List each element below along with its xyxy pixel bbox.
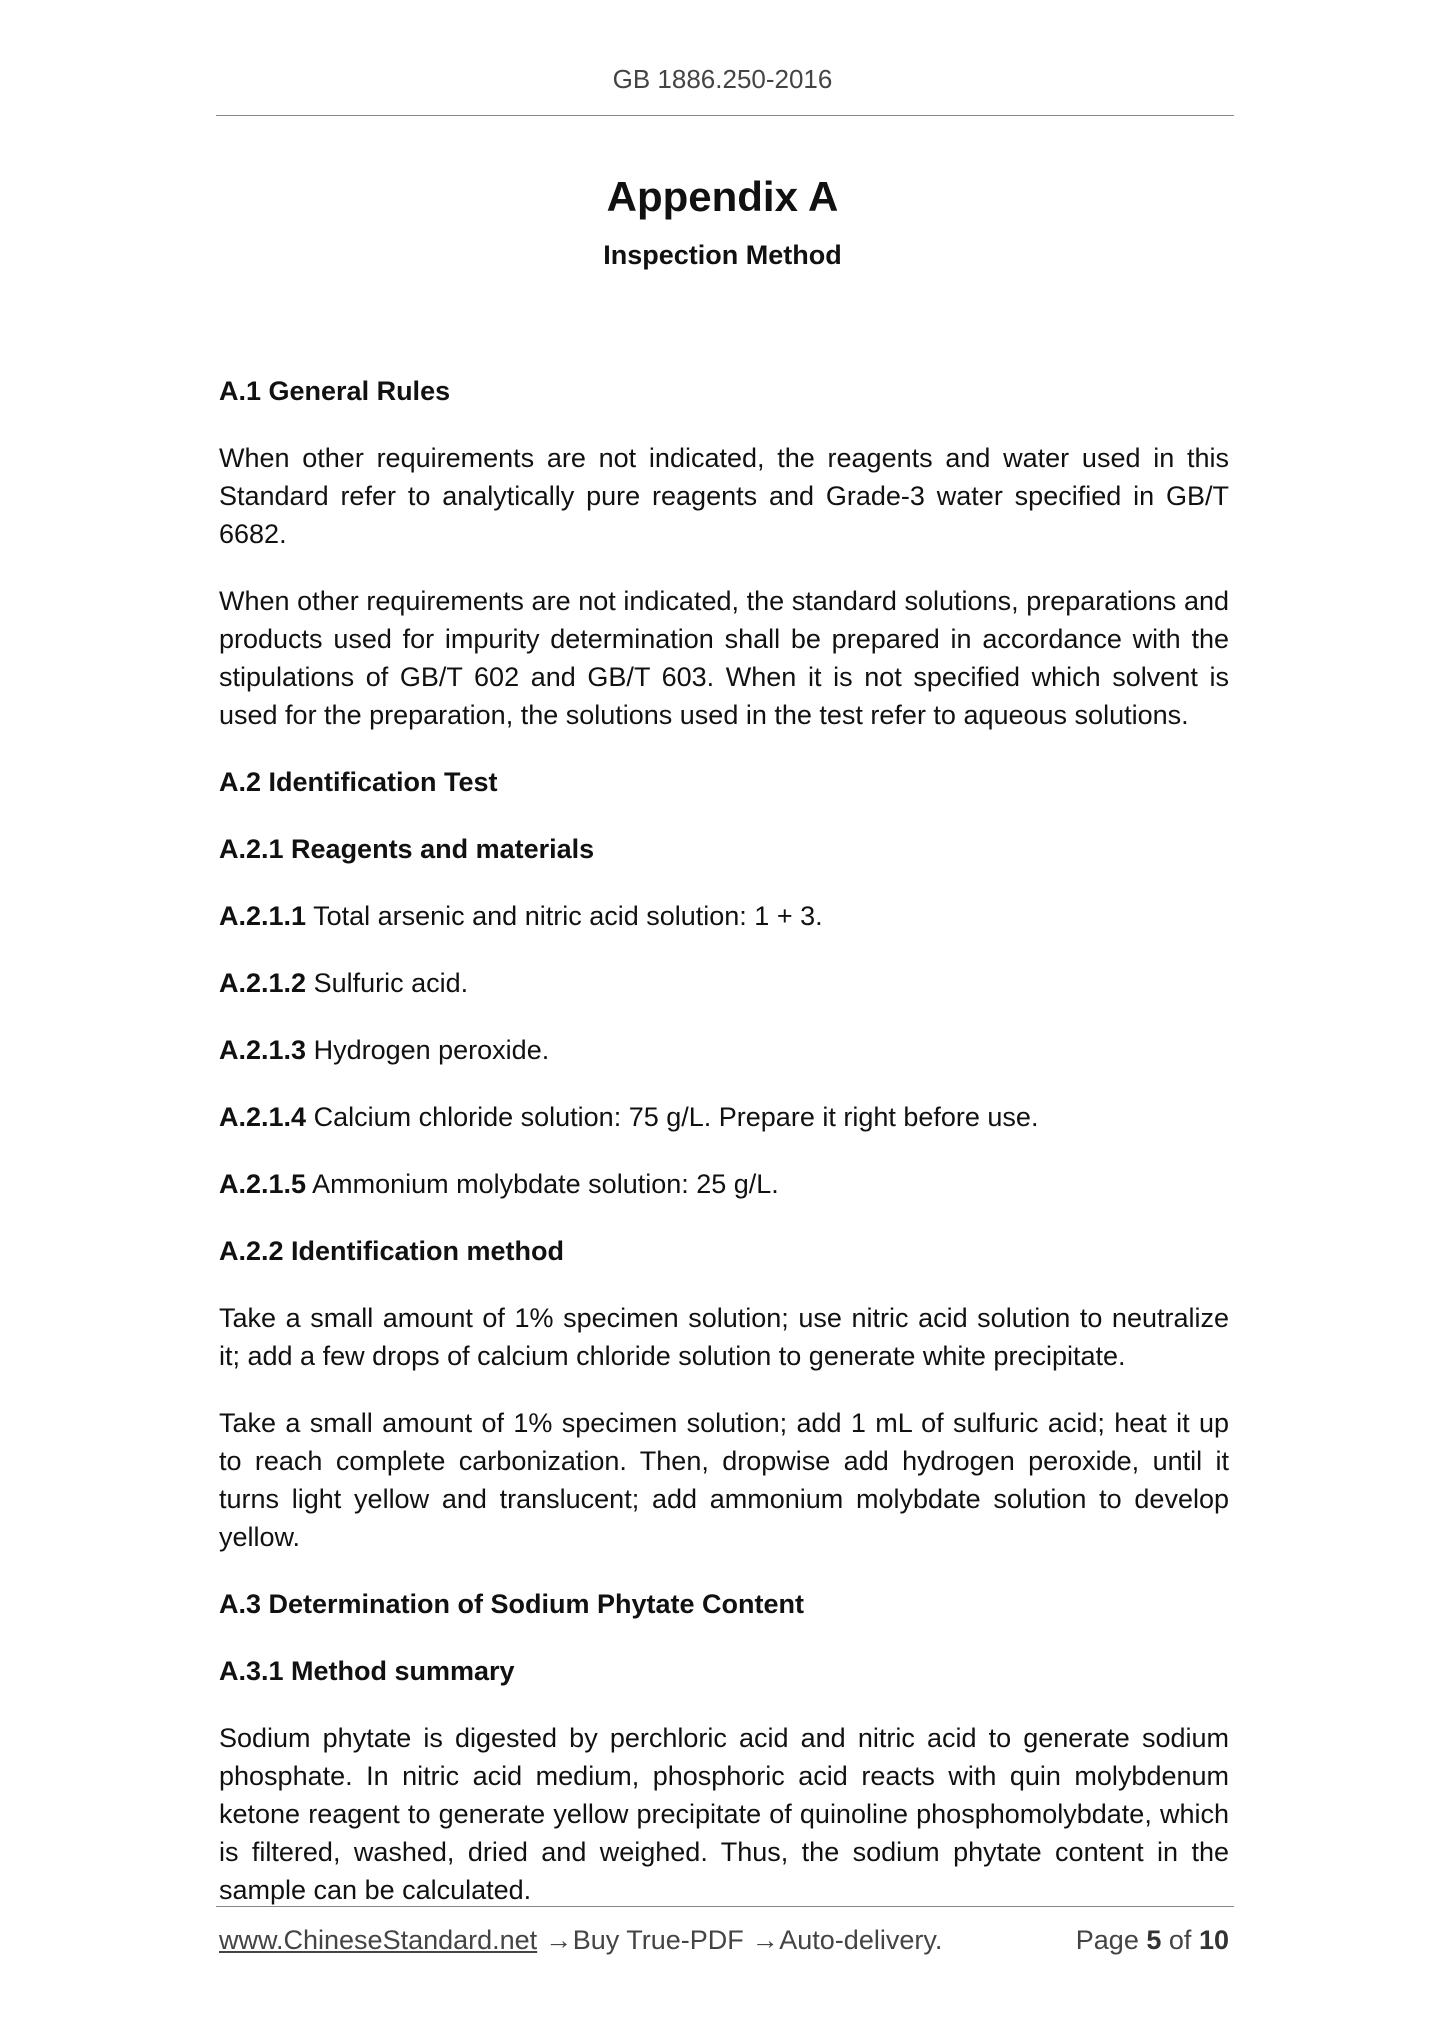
item-text: Ammonium molybdate solution: 25 g/L. — [306, 1169, 779, 1199]
page-total: 10 — [1198, 1925, 1229, 1955]
paragraph: When other requirements are not indicated, the standard solutions, preparations and products used for impurity determination shall be prepared in accordance with the stipulations of GB/T 602 and GB/T 603. When it is not specified which solvent is used for the preparation, the solutions used in the test refer to aqueous solutions. — [219, 586, 1229, 730]
subsection-heading-a31: A.3.1 Method summary — [219, 1656, 515, 1686]
list-item — [219, 1031, 1229, 1069]
paragraph: Sodium phytate is digested by perchloric acid and nitric acid to generate sodium phosphate. In nitric acid medium, phosphoric acid reacts with quin molybdenum ketone reagent to generate yellow precipitate of quinoline phosphomolybdate, which is filtered, washed, dried and weighed. Thus, the sodium phytate content in the sample can be calculated. — [219, 1723, 1229, 1905]
section-heading-a2: A.2 Identification Test — [219, 767, 498, 797]
page-number: 5 — [1146, 1925, 1162, 1955]
document-id-header: GB 1886.250-2016 — [612, 64, 833, 94]
list-item — [219, 1098, 1229, 1136]
section-heading-a1: A.1 General Rules — [219, 376, 451, 406]
subsection-heading-a21: A.2.1 Reagents and materials — [219, 834, 595, 864]
item-number: A.2.1.4 — [219, 1102, 307, 1132]
buy-pdf-text: Buy True-PDF — [572, 1925, 744, 1955]
paragraph: Take a small amount of 1% specimen solution; use nitric acid solution to neutralize it; add a few drops of calcium chloride solution to generate white precipitate. — [219, 1303, 1229, 1371]
item-text: Sulfuric acid. — [306, 968, 469, 998]
footer-divider — [216, 1906, 1234, 1907]
list-item — [219, 897, 1229, 935]
page-indicator — [1076, 1925, 1229, 1956]
item-text: Calcium chloride solution: 75 g/L. Prepare it right before use. — [306, 1102, 1039, 1132]
appendix-subtitle: Inspection Method — [603, 240, 842, 270]
header-divider — [216, 115, 1234, 116]
auto-delivery-text: Auto-delivery. — [779, 1925, 943, 1955]
list-item — [219, 1165, 1229, 1203]
item-number: A.2.1.5 — [219, 1169, 307, 1199]
arrow-right-icon: → — [545, 1925, 573, 1955]
page-label: Page — [1075, 1925, 1139, 1955]
item-number: A.2.1.3 — [219, 1035, 307, 1065]
item-number: A.2.1.1 — [219, 901, 307, 931]
list-item — [219, 964, 1229, 1002]
item-text: Total arsenic and nitric acid solution: 1 + 3. — [306, 901, 823, 931]
section-heading-a3: A.3 Determination of Sodium Phytate Content — [219, 1589, 805, 1619]
item-text: Hydrogen peroxide. — [306, 1035, 550, 1065]
paragraph: When other requirements are not indicated, the reagents and water used in this Standard refer to analytically pure reagents and Grade-3 water specified in GB/T 6682. — [219, 443, 1229, 549]
arrow-right-icon: → — [751, 1925, 779, 1955]
paragraph: Take a small amount of 1% specimen solution; add 1 mL of sulfuric acid; heat it up to reach complete carbonization. Then, dropwise add hydrogen peroxide, until it turns light yellow and translucent; add ammonium molybdate solution to develop yellow. — [219, 1408, 1229, 1552]
of-label: of — [1168, 1925, 1192, 1955]
document-body — [219, 372, 1229, 1938]
website-link[interactable]: www.ChineseStandard.net — [219, 1925, 538, 1955]
page-footer — [219, 1925, 1229, 1965]
item-number: A.2.1.2 — [219, 968, 307, 998]
subsection-heading-a22: A.2.2 Identification method — [219, 1236, 565, 1266]
appendix-title: Appendix A — [606, 173, 839, 220]
